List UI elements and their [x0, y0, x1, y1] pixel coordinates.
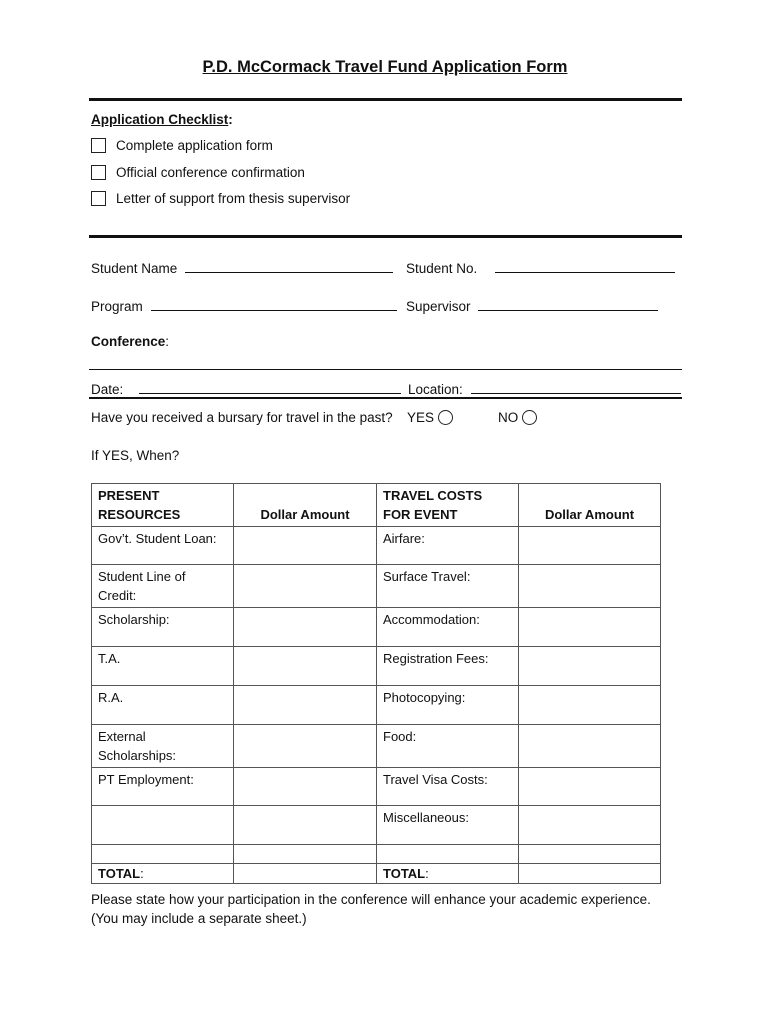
- cost-label: [377, 845, 519, 864]
- cost-label: Surface Travel:: [377, 565, 519, 608]
- resource-amount-cell[interactable]: [234, 806, 377, 845]
- resource-label: T.A.: [92, 647, 234, 686]
- resource-label: R.A.: [92, 686, 234, 725]
- resource-amount-cell[interactable]: [234, 768, 377, 806]
- checklist-heading: Application Checklist:: [91, 112, 233, 127]
- student-no-field[interactable]: [406, 259, 675, 276]
- yes-radio[interactable]: [438, 410, 453, 425]
- header-costs: TRAVEL COSTS FOR EVENT: [377, 484, 519, 527]
- location-label: Location:: [408, 382, 463, 397]
- conference-field: Conference:: [91, 334, 170, 349]
- section-divider: [89, 235, 682, 238]
- resource-label: Scholarship:: [92, 608, 234, 647]
- checklist-item-conference-confirmation[interactable]: [91, 163, 305, 181]
- footer-note: (You may include a separate sheet.): [91, 911, 307, 926]
- cost-amount-cell[interactable]: [519, 647, 661, 686]
- student-no-line[interactable]: [495, 259, 675, 273]
- table-row: [92, 527, 661, 565]
- resource-label: External Scholarships:: [92, 725, 234, 768]
- table-row: [92, 806, 661, 845]
- resource-amount-cell[interactable]: [234, 686, 377, 725]
- cost-amount-cell[interactable]: [519, 725, 661, 768]
- cost-label: Accommodation:: [377, 608, 519, 647]
- program-line[interactable]: [151, 297, 397, 311]
- supervisor-field[interactable]: [406, 297, 658, 314]
- cost-amount-cell[interactable]: [519, 686, 661, 725]
- checkbox[interactable]: [91, 138, 106, 153]
- header-amount-resources: Dollar Amount: [234, 484, 377, 527]
- cost-label: Photocopying:: [377, 686, 519, 725]
- page-title: P.D. McCormack Travel Fund Application Form: [202, 58, 568, 76]
- cost-amount-cell[interactable]: [519, 806, 661, 845]
- resource-label: Gov’t. Student Loan:: [92, 527, 234, 565]
- student-no-label: Student No.: [406, 261, 478, 276]
- table-row: [92, 647, 661, 686]
- checklist-item-support-letter[interactable]: [91, 189, 350, 207]
- bursary-no-option[interactable]: [498, 410, 537, 425]
- cost-label: Registration Fees:: [377, 647, 519, 686]
- yes-label: YES: [407, 410, 435, 425]
- checklist-item-label: Letter of support from thesis supervisor: [116, 190, 351, 206]
- budget-table: [91, 483, 661, 884]
- program-field[interactable]: [91, 297, 397, 314]
- resources-total-label: TOTAL:: [92, 864, 234, 884]
- table-row: [92, 686, 661, 725]
- resource-amount-cell[interactable]: [234, 608, 377, 647]
- cost-label: Miscellaneous:: [377, 806, 519, 845]
- resources-total-amount[interactable]: [234, 864, 377, 884]
- bursary-when-label: If YES, When?: [91, 448, 180, 463]
- date-line[interactable]: [139, 380, 401, 394]
- checklist-heading-text: Application Checklist: [91, 112, 229, 127]
- footer-prompt: Please state how your participation in the conference will enhance your academic experience.: [91, 892, 651, 907]
- checkbox[interactable]: [91, 191, 106, 206]
- header-amount-costs: Dollar Amount: [519, 484, 661, 527]
- table-row: [92, 768, 661, 806]
- supervisor-label: Supervisor: [406, 299, 471, 314]
- student-name-line[interactable]: [185, 259, 393, 273]
- cost-label: Airfare:: [377, 527, 519, 565]
- table-row: [92, 725, 661, 768]
- resource-label: PT Employment:: [92, 768, 234, 806]
- table-row: [92, 845, 661, 864]
- supervisor-line[interactable]: [478, 297, 658, 311]
- resource-amount-cell[interactable]: [234, 647, 377, 686]
- cost-label: Food:: [377, 725, 519, 768]
- student-name-field[interactable]: [91, 259, 393, 276]
- date-field[interactable]: [91, 380, 401, 397]
- date-label: Date:: [91, 382, 124, 397]
- checkbox[interactable]: [91, 165, 106, 180]
- resource-amount-cell[interactable]: [234, 565, 377, 608]
- resource-amount-cell[interactable]: [234, 527, 377, 565]
- header-resources: PRESENT RESOURCES: [92, 484, 234, 527]
- resource-amount-cell[interactable]: [234, 725, 377, 768]
- costs-total-label: TOTAL:: [377, 864, 519, 884]
- table-row: [92, 565, 661, 608]
- bursary-yes-option[interactable]: [407, 410, 453, 425]
- no-radio[interactable]: [522, 410, 537, 425]
- location-field[interactable]: [408, 380, 681, 397]
- conference-line[interactable]: [89, 369, 682, 370]
- costs-total-amount[interactable]: [519, 864, 661, 884]
- location-divider: [89, 397, 682, 399]
- resource-label: Student Line of Credit:: [92, 565, 234, 608]
- resource-label: [92, 845, 234, 864]
- resource-amount-cell[interactable]: [234, 845, 377, 864]
- table-row: [92, 608, 661, 647]
- cost-amount-cell[interactable]: [519, 608, 661, 647]
- bursary-question: Have you received a bursary for travel in the past?: [91, 410, 393, 425]
- table-header-row: [92, 484, 661, 527]
- cost-amount-cell[interactable]: [519, 527, 661, 565]
- cost-amount-cell[interactable]: [519, 845, 661, 864]
- location-line[interactable]: [471, 380, 681, 394]
- no-label: NO: [498, 410, 519, 425]
- conference-label: Conference: [91, 334, 166, 349]
- checklist-item-label: Official conference confirmation: [116, 164, 305, 180]
- checklist-item-label: Complete application form: [116, 137, 273, 153]
- top-divider: [89, 98, 682, 101]
- cost-amount-cell[interactable]: [519, 565, 661, 608]
- checklist-item-application-form[interactable]: [91, 136, 273, 154]
- table-total-row: [92, 864, 661, 884]
- program-label: Program: [91, 299, 143, 314]
- student-name-label: Student Name: [91, 261, 178, 276]
- cost-label: Travel Visa Costs:: [377, 768, 519, 806]
- cost-amount-cell[interactable]: [519, 768, 661, 806]
- resource-label: [92, 806, 234, 845]
